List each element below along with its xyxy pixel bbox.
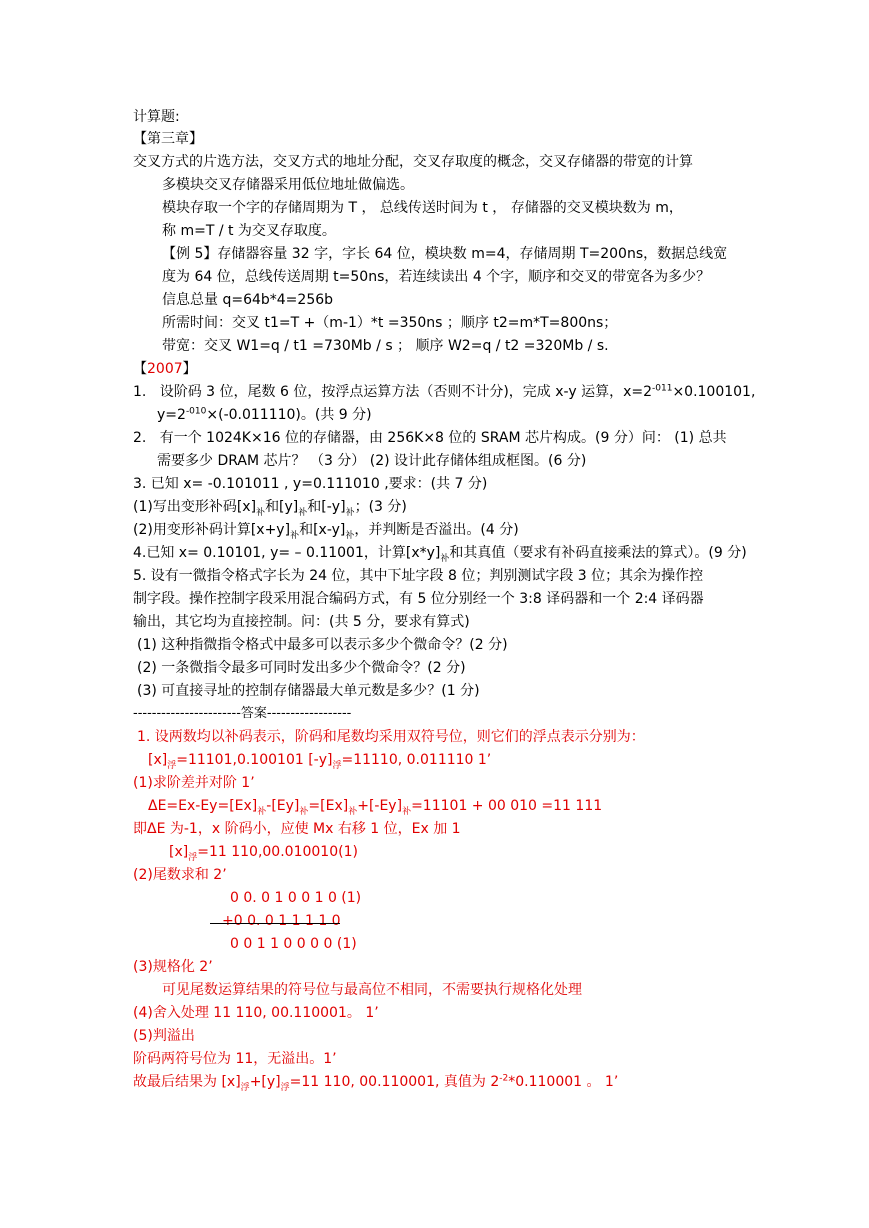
question-5-sub-3: (3) 可直接寻址的控制存储器最大单元数是多少？(1 分) [137,683,480,699]
question-3: 3. 已知 x= -0.101011 , y=0.111010 ,要求：(共 7 分) [133,476,488,492]
question-2: 2. 有一个 1024K×16 位的存储器，由 256K×8 位的 SRAM 芯片构成。(9 分）问： (1) 总共 [133,430,727,446]
final-result: 故最后结果为 $[x]_浮+[y]_浮=11$ 110, 00.110001, 真值为 $2^{-2}*0.110001$ 。 1’ [133,1073,619,1093]
question-3-part-2: (2)用变形补码计算$[x+y]_补$和$[x-y]_补$，并判断是否溢出。(4 分) [133,522,519,541]
question-4: 4.已知 x= 0.10101, y= – 0.11001，计算$[x*y]_补$和其真值（要求有补码直接乘法的算式）。(9 分) [133,545,747,564]
example-line: 度为 64 位，总线传送周期 t=50ns，若连续读出 4 个字，顺序和交叉的带宽各为多少？ [162,269,711,285]
answer-step-4: (4)舍入处理 11 110, 00.110001。 1’ [133,1005,379,1021]
answer-line: $\Delta E=Ex-Ey=[Ex]_补-[Ey]_补=[Ex]_补+[-Ey]_补=11101 + 00$ 010 =11 111 [148,798,603,817]
intro-line: 多模块交叉存储器采用低位地址做偏选。 [162,177,414,193]
page-title: 计算题: [133,109,180,125]
answer-line: $[x]_浮=11$ 110,00.010010(1) [169,844,358,863]
intro-line: 模块存取一个字的存储周期为 T ， 总线传送时间为 t ， 存储器的交叉模块数为 m， [162,200,683,216]
answer-line: 即ΔE 为-1，x 阶码小，应使 Mx 右移 1 位，Ex 加 1 [133,821,461,837]
example-line: 所需时间：交叉 t1=T +（m-1）*t =350ns ；顺序 t2=m*T=800ns； [162,315,618,331]
answer-step-2: (2)尾数求和 2’ [133,867,227,883]
answer-step-1: (1)求阶差并对阶 1’ [133,775,255,791]
example-line: 带宽：交叉 W1=q / t1 =730Mb / s ； 顺序 W2=q / t2 =320Mb / s. [162,338,609,354]
answer-line: 1. 设两数均以补码表示，阶码和尾数均采用双符号位，则它们的浮点表示分别为： [137,729,645,745]
example-line: 信息总量 q=64b*4=256b [162,292,334,308]
answer-step-3: (3)规格化 2’ [133,959,213,975]
intro-line: 称 m=T / t 为交叉存取度。 [162,223,336,239]
answer-line: 阶码两符号位为 11，无溢出。1’ [133,1051,337,1067]
answer-divider: -----------------------答案------------------ [133,706,352,721]
sum-underline [210,923,340,924]
question-5: 5. 设有一微指令格式字长为 24 位，其中下址字段 8 位；判别测试字段 3 位；其余为操作控 [133,568,704,584]
mantissa-row: +0 0. 0 1 1 1 1 0 [222,913,341,929]
example-line: 【例 5】存储器容量 32 字，字长 64 位，模块数 m=4，存储周期 T=200ns，数据总线宽 [162,246,728,262]
chapter-heading: 【第三章】 [133,131,203,147]
intro-line: 交叉方式的片选方法，交叉方式的地址分配，交叉存取度的概念，交叉存储器的带宽的计算 [133,154,693,170]
question-5-sub-2: (2) 一条微指令最多可同时发出多少个微命令？(2 分) [137,660,466,676]
question-1-cont: $y=2^{-010}\times(-0.011110)$。(共 9 分) [157,406,372,423]
question-3-part-1: (1)写出变形补码$[x]_补$和$[y]_补$和$[-y]_补$；(3 分) [133,499,407,518]
answer-line: $[x]_浮=11101,0.100101$ $[-y]_浮=11110$, 0.011110 1’ [148,752,492,771]
question-1: 1. 设阶码 3 位，尾数 6 位，按浮点运算方法（否则不计分)，完成 x-y 运算，$x=2^{-011}\times 0.100101$, [133,383,756,400]
question-2-cont: 需要多少 DRAM 芯片？ （3 分） (2) 设计此存储体组成框图。(6 分) [157,453,587,469]
answer-step-5: (5)判溢出 [133,1028,195,1044]
answer-line: 可见尾数运算结果的符号位与最高位不相同，不需要执行规格化处理 [162,982,582,998]
question-5-cont: 输出，其它均为直接控制。问：(共 5 分，要求有算式) [133,614,470,630]
mantissa-row: 0 0. 0 1 0 0 1 0 (1) [230,890,362,906]
mantissa-sum: 0 0 1 1 0 0 0 0 (1) [230,936,357,952]
question-5-cont: 制字段。操作控制字段采用混合编码方式，有 5 位分别经一个 3:8 译码器和一个 2:4 译码器 [133,591,704,607]
year-heading: 【2007】 [133,361,197,377]
question-5-sub-1: (1) 这种指微指令格式中最多可以表示多少个微命令？(2 分) [137,637,508,653]
